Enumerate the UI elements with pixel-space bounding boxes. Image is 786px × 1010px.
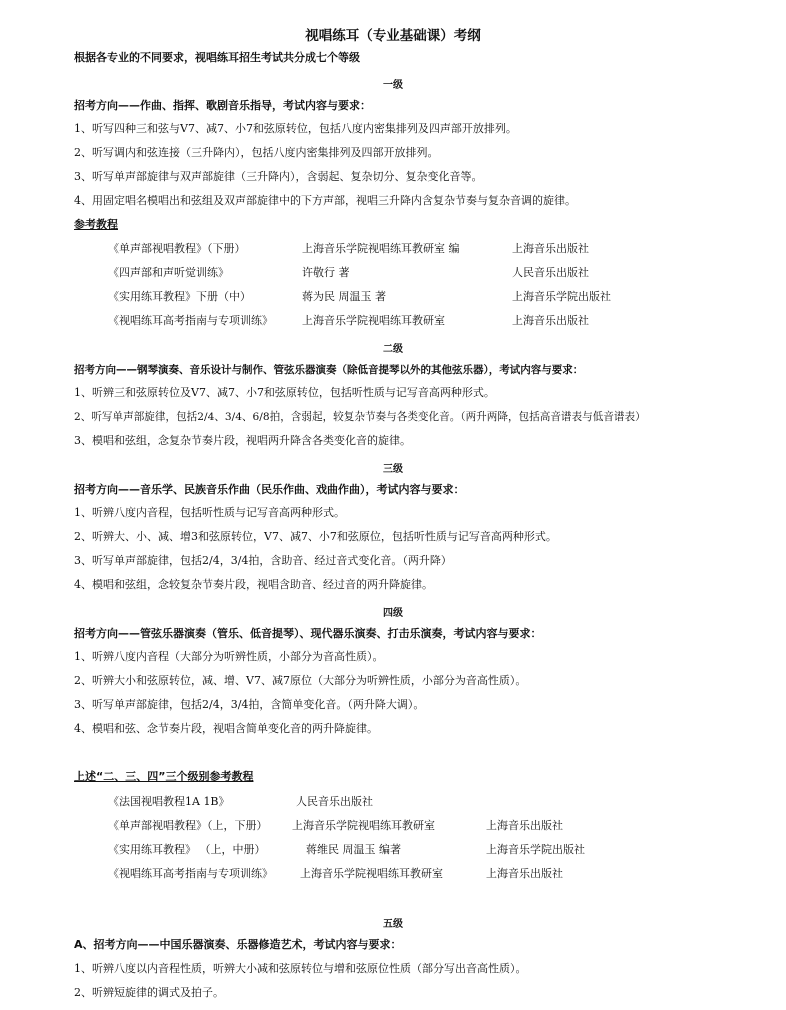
level2-item: 3、模唱和弦组，念复杂节奏片段，视唱两升降含各类变化音的旋律。 — [74, 434, 411, 447]
level5-item: 1、听辨八度以内音程性质，听辨大小减和弦原转位与增和弦原位性质（部分写出音高性质）。 — [74, 962, 527, 975]
level4-item: 3、听写单声部旋律，包括2/4，3/4拍，含简单变化音。（两升降大调）。 — [74, 698, 425, 711]
level5-heading: 五级 — [383, 919, 403, 930]
level3-item: 3、听写单声部旋律，包括2/4，3/4拍，含助音、经过音式变化音。（两升降） — [74, 554, 452, 567]
intro-text: 根据各专业的不同要求，视唱练耳招生考试共分成七个等级 — [74, 51, 360, 64]
book-publisher: 上海音乐学院出版社 — [512, 290, 611, 303]
book-title: 《四声部和声听觉训练》 — [108, 266, 229, 279]
book-author: 上海音乐学院视唱练耳教研室 — [292, 819, 435, 832]
level2-heading: 二级 — [383, 344, 403, 355]
level2-item: 1、听辨三和弦原转位及V7、减7、小7和弦原转位，包括听性质与记写音高两种形式。 — [74, 386, 495, 399]
level3-item: 4、模唱和弦组，念较复杂节奏片段，视唱含助音、经过音的两升降旋律。 — [74, 578, 433, 591]
book-author: 蒋为民 周温玉 著 — [302, 290, 386, 303]
book-title: 《单声部视唱教程》（上，下册） — [108, 819, 268, 832]
book-title: 《视唱练耳高考指南与专项训练》 — [108, 314, 273, 327]
level1-item: 3、听写单声部旋律与双声部旋律（三升降内），含弱起、复杂切分、复杂变化音等。 — [74, 170, 483, 183]
book-title: 《法国视唱教程1A 1B》 — [108, 795, 230, 808]
book-author: 上海音乐学院视唱练耳教研室 编 — [302, 242, 460, 255]
level5-direction: A、招考方向——中国乐器演奏、乐器修造艺术，考试内容与要求： — [74, 938, 402, 951]
book-author: 人民音乐出版社 — [296, 795, 373, 808]
level3-heading: 三级 — [383, 464, 403, 475]
level2-direction: 招考方向——钢琴演奏、音乐设计与制作、管弦乐器演奏（除低音提琴以外的其他弦乐器），考试内容与要求： — [74, 364, 584, 376]
document-title: 视唱练耳（专业基础课）考纲 — [305, 28, 481, 44]
level4-item: 1、听辨八度内音程（大部分为听辨性质，小部分为音高性质）。 — [74, 650, 384, 663]
level1-direction: 招考方向——作曲、指挥、歌剧音乐指导，考试内容与要求： — [74, 99, 371, 112]
shared-refs-heading: 上述“二、三、四”三个级别参考教程 — [74, 770, 254, 783]
book-author: 许敬行 著 — [302, 266, 350, 279]
level1-item: 1、听写四种三和弦与V7、减7、小7和弦原转位，包括八度内密集排列及四声部开放排列。 — [74, 122, 517, 135]
book-publisher: 上海音乐学院出版社 — [486, 843, 585, 856]
level1-item: 2、听写调内和弦连接（三升降内），包括八度内密集排列及四部开放排列。 — [74, 146, 439, 159]
book-title: 《视唱练耳高考指南与专项训练》 — [108, 867, 273, 880]
level3-item: 2、听辨大、小、减、增3和弦原转位，V7、减7、小7和弦原位，包括听性质与记写音高两种形式。 — [74, 530, 557, 543]
level1-item: 4、用固定唱名模唱出和弦组及双声部旋律中的下方声部，视唱三升降内含复杂节奏与复杂音调的旋律。 — [74, 194, 576, 207]
level4-item: 4、模唱和弦、念节奏片段，视唱含简单变化音的两升降旋律。 — [74, 722, 378, 735]
level5-item: 2、听辨短旋律的调式及拍子。 — [74, 986, 224, 999]
book-author: 蒋维民 周温玉 编著 — [306, 843, 401, 856]
book-title: 《实用练耳教程》 （上，中册） — [108, 843, 266, 856]
book-publisher: 上海音乐出版社 — [512, 242, 589, 255]
book-author: 上海音乐学院视唱练耳教研室 — [302, 314, 445, 327]
level3-direction: 招考方向——音乐学、民族音乐作曲（民乐作曲、戏曲作曲），考试内容与要求： — [74, 483, 465, 496]
level4-direction: 招考方向——管弦乐器演奏（管乐、低音提琴）、现代器乐演奏、打击乐演奏，考试内容与要求： — [74, 627, 542, 640]
level2-item: 2、听写单声部旋律，包括2/4、3/4、6/8拍，含弱起，较复杂节奏与各类变化音。（两升两降，包括高音谱表与低音谱表） — [74, 411, 646, 423]
level1-ref-heading: 参考教程 — [74, 218, 118, 231]
book-publisher: 上海音乐出版社 — [486, 819, 563, 832]
book-title: 《单声部视唱教程》（下册） — [108, 242, 246, 255]
book-publisher: 上海音乐出版社 — [512, 314, 589, 327]
level4-heading: 四级 — [383, 608, 403, 619]
book-publisher: 人民音乐出版社 — [512, 266, 589, 279]
book-author: 上海音乐学院视唱练耳教研室 — [300, 867, 443, 880]
level4-item: 2、听辨大小和弦原转位，减、增、V7、减7原位（大部分为听辨性质，小部分为音高性质）。 — [74, 674, 527, 687]
level3-item: 1、听辨八度内音程，包括听性质与记写音高两种形式。 — [74, 506, 345, 519]
book-title: 《实用练耳教程》下册（中） — [108, 290, 251, 303]
book-publisher: 上海音乐出版社 — [486, 867, 563, 880]
level1-heading: 一级 — [383, 80, 403, 91]
